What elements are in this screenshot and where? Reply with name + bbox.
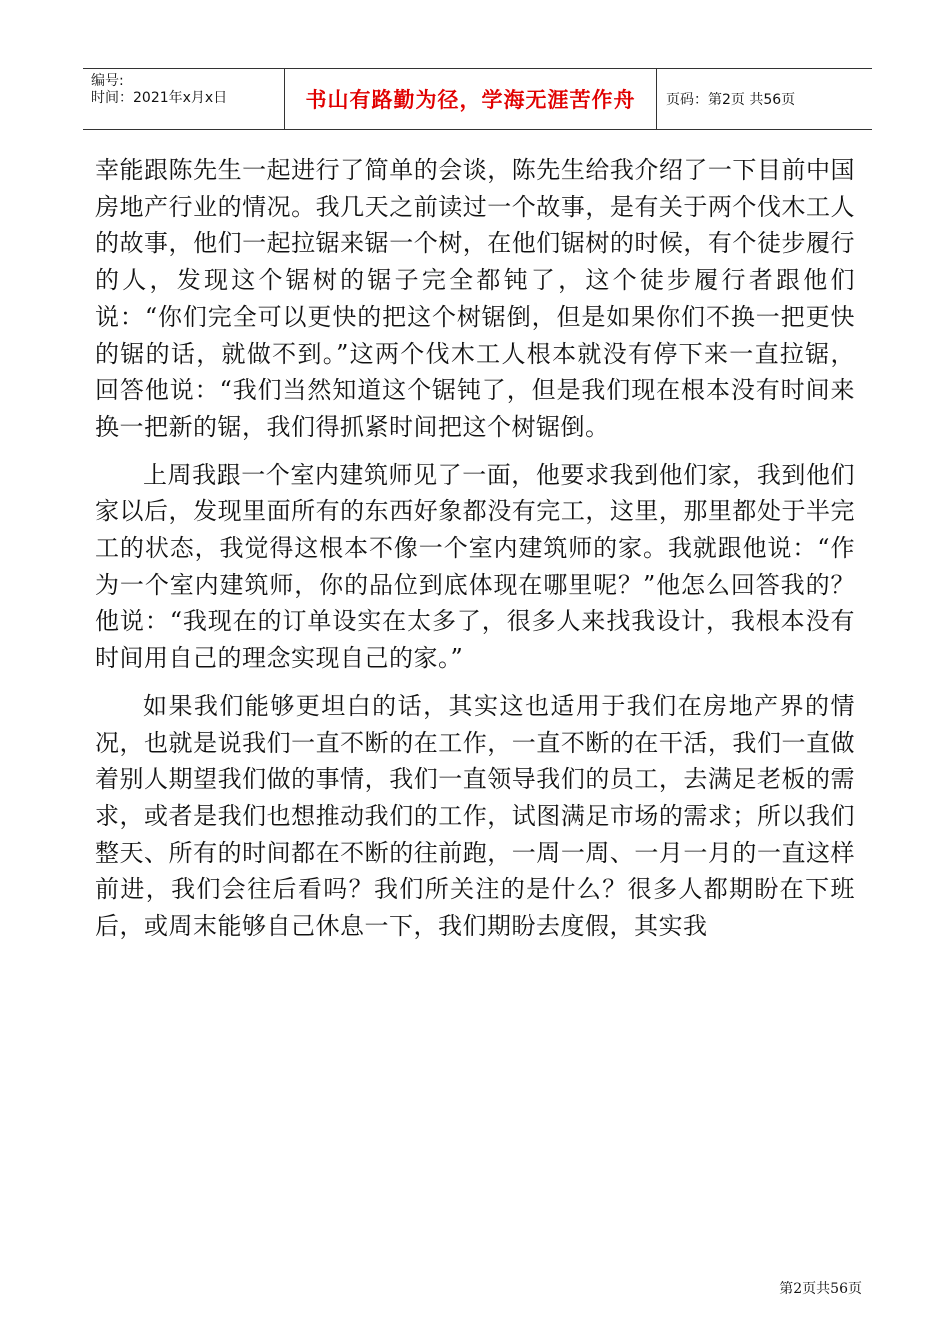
header-page-label: 页码：第2页 共56页 xyxy=(666,92,796,108)
document-header xyxy=(83,68,872,130)
paragraph-1: 幸能跟陈先生一起进行了简单的会谈，陈先生给我介绍了一下目前中国房地产行业的情况。我几天之前读过一个故事，是有关于两个伐木工人的故事，他们一起拉锯来锯一个树，在他们锯树的时候，有个徒步履行的人，发现这个锯树的锯子完全都钝了，这个徒步履行者跟他们说：“你们完全可以更快的把这个树锯倒，但是如果你们不换一把更快的锯的话，就做不到。”这两个伐木工人根本就没有停下来一直拉锯，回答他说：“我们当然知道这个锯钝了，但是我们现在根本没有时间来换一把新的锯，我们得抓紧时间把这个树锯倒。 xyxy=(95,156,855,441)
footer-page-label: 第2页共56页 xyxy=(779,1281,862,1297)
paragraph-2: 上周我跟一个室内建筑师见了一面，他要求我到他们家，我到他们家以后，发现里面所有的东西好象都没有完工，这里，那里都处于半完工的状态，我觉得这根本不像一个室内建筑师的家。我就跟他说：“作为一个室内建筑师，你的品位到底体现在哪里呢？”他怎么回答我的？他说：“我现在的订单设实在太多了，很多人来找我设计，我根本没有时间用自己的理念实现自己的家。” xyxy=(95,460,855,673)
page-footer xyxy=(779,1278,862,1298)
header-motto xyxy=(285,69,657,129)
header-meta xyxy=(83,69,285,129)
paragraph-3: 如果我们能够更坦白的话，其实这也适用于我们在房地产界的情况，也就是说我们一直不断的在工作，一直不断的在干活，我们一直做着别人期望我们做的事情，我们一直领导我们的员工，去满足老板的需求，或者是我们也想推动我们的工作，试图满足市场的需求；所以我们整天、所有的时间都在不断的往前跑，一周一周、一月一月的一直这样前进，我们会往后看吗？我们所关注的是什么？很多人都期盼在下班后，或周末能够自己休息一下，我们期盼去度假，其实我 xyxy=(95,691,855,941)
document-body xyxy=(95,152,855,945)
header-page xyxy=(657,69,872,129)
motto-text: 书山有路勤为径，学海无涯苦作舟 xyxy=(305,88,636,112)
document-number-label: 编号: xyxy=(91,73,124,89)
document-time-label: 时间：2021年x月x日 xyxy=(91,90,228,106)
